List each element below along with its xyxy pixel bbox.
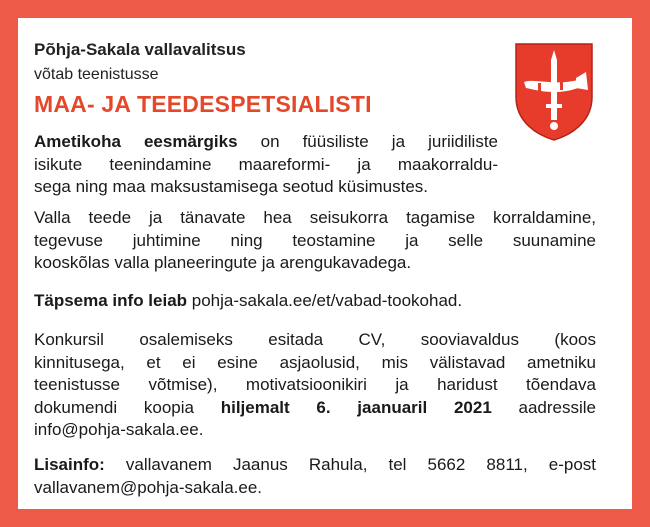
purpose-text-1: on füüsiliste ja juriidiliste [237,132,498,151]
position-title: MAA- JA TEEDESPETSIALISTI [34,91,372,117]
contact-email[interactable]: vallavanem@pohja-sakala.ee. [34,477,262,497]
purpose-text-3: sega ning maa maksustamisega seotud küsimustes. [34,177,429,196]
organization-name: Põhja-Sakala vallavalitsus [34,40,246,59]
more-info-label: Täpsema info leiab [34,291,188,310]
application-text-2: kinnitusega, et ei esine asjaolusid, mis välistavad ametniku [34,352,596,372]
application-text-4: dokumendi koopia [34,397,221,417]
coat-of-arms-icon [514,42,594,142]
paragraph-roads [34,207,596,275]
deadline: hiljemalt 6. jaanuaril 2021 [220,397,492,417]
contact-text-1: vallavanem Jaanus Rahula, tel 5662 8811, e-post [104,455,596,474]
paragraph-purpose [34,131,498,199]
paragraph-application [34,329,596,442]
roads-text-2: tegevuse juhtimine ning teostamine ja selle suunamine [34,230,596,250]
application-text-3: teenistusse võtmise), motivatsioonikiri ja haridust tõendava [34,375,596,394]
roads-text-1: Valla teede ja tänavate hea seisukorra tagamise korraldamine, [34,208,596,227]
more-info-link[interactable]: pohja-sakala.ee/et/vabad-tookohad. [187,291,463,310]
subtitle: võtab teenistusse [34,66,159,83]
paragraph-more-info [34,290,596,313]
application-email[interactable]: info@pohja-sakala.ee. [34,420,204,439]
purpose-text-2: isikute teenindamine maareformi- ja maakorraldu- [34,154,498,174]
contact-label: Lisainfo: [34,455,105,474]
application-text-4-end: aadressile [491,397,596,417]
paragraph-contact [34,454,596,499]
roads-text-3: kooskõlas valla planeeringute ja arengukavadega. [34,253,412,272]
purpose-label: Ametikoha eesmärgiks [34,132,238,151]
application-text-1: Konkursil osalemiseks esitada CV, sooviavaldus (koos [34,330,596,349]
